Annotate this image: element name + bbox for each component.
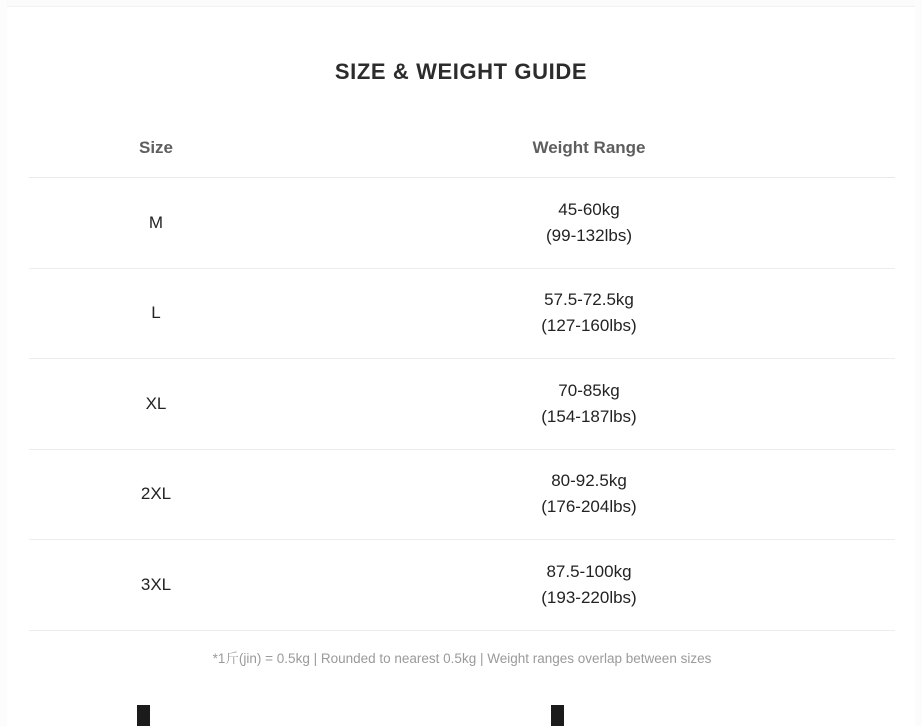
cell-weight-range (283, 559, 895, 611)
cell-weight-kg: 70-85kg (558, 380, 620, 400)
cell-weight-kg: 45-60kg (558, 199, 620, 219)
clipped-element-left (137, 705, 150, 726)
cell-size: M (148, 212, 164, 232)
footnote: *1斤(jin) = 0.5kg | Rounded to nearest 0.5kg | Weight ranges overlap between sizes (212, 651, 712, 666)
table-row (29, 450, 895, 541)
cell-weight-kg: 87.5-100kg (546, 561, 632, 581)
cell-weight-range (283, 468, 895, 520)
cell-weight-kg: 80-92.5kg (551, 471, 627, 491)
cell-weight-lbs: (176-204lbs) (541, 497, 637, 517)
card-left-edge (0, 0, 7, 726)
page-title: SIZE & WEIGHT GUIDE (334, 59, 588, 84)
cell-weight-lbs: (193-220lbs) (541, 587, 637, 607)
cell-size: L (151, 303, 161, 323)
table-row (29, 269, 895, 360)
clipped-element-right (551, 705, 564, 726)
cell-weight-range (283, 287, 895, 339)
cell-size: 3XL (140, 574, 172, 594)
table-header-row (29, 119, 895, 178)
size-weight-table (29, 119, 895, 631)
cell-weight-lbs: (99-132lbs) (546, 225, 632, 245)
cell-size: XL (145, 393, 167, 413)
cell-size: 2XL (140, 484, 172, 504)
cell-weight-kg: 57.5-72.5kg (544, 290, 634, 310)
cell-weight-range (283, 378, 895, 430)
cell-weight-lbs: (127-160lbs) (541, 316, 637, 336)
card-right-edge (915, 0, 922, 726)
size-guide-card (7, 7, 915, 719)
cell-weight-range (283, 197, 895, 249)
card-top-edge (0, 0, 922, 7)
table-row (29, 178, 895, 269)
table-row (29, 540, 895, 631)
table-row (29, 359, 895, 450)
cell-weight-lbs: (154-187lbs) (541, 406, 637, 426)
column-header-size: Size (138, 138, 174, 157)
column-header-weight-range: Weight Range (532, 138, 646, 157)
